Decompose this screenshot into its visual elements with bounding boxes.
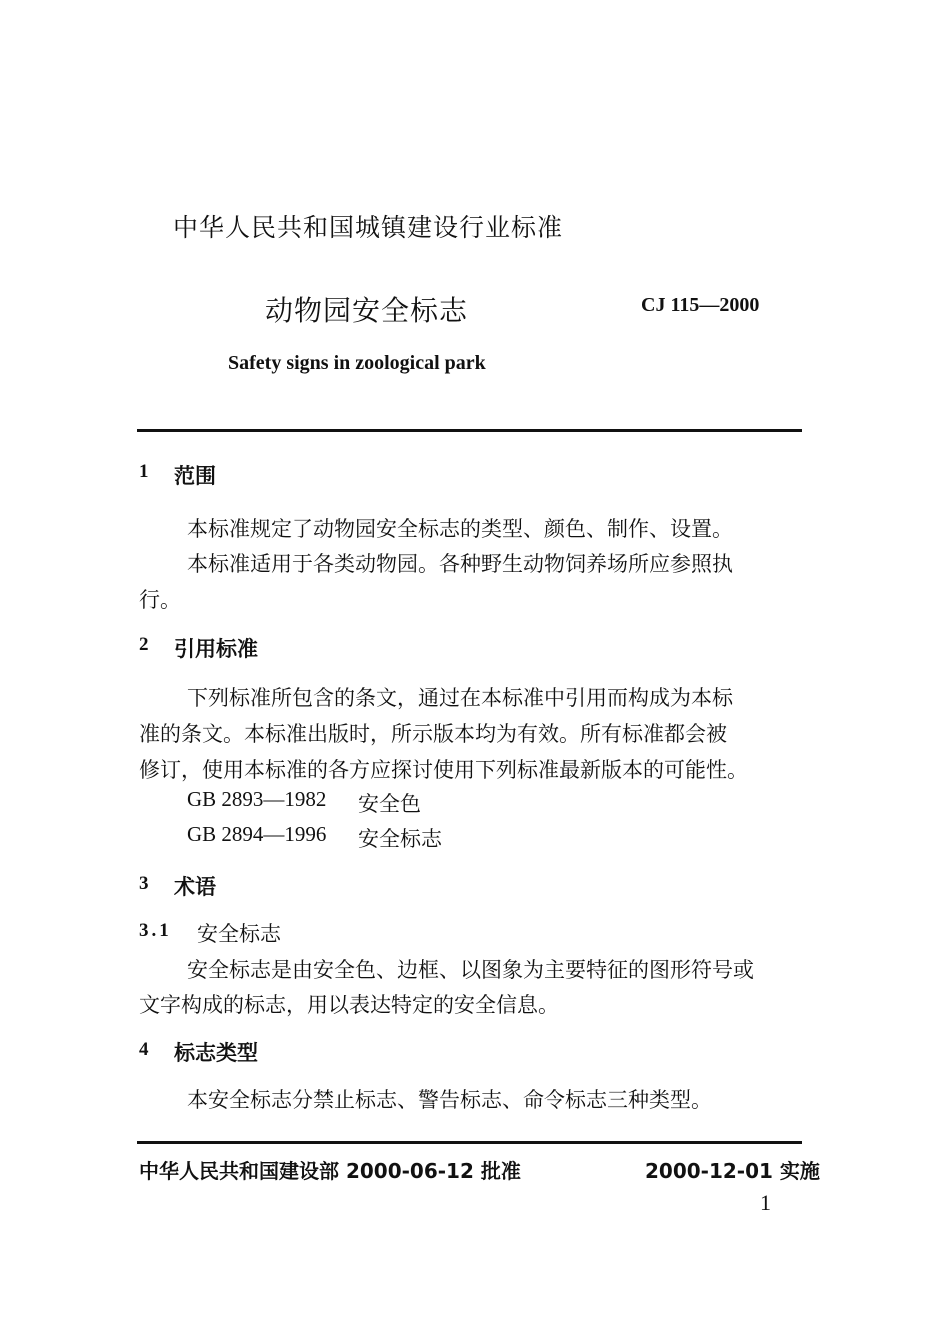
section-2-paragraph-line-2: 准的条文。本标准出版时，所示版本均为有效。所有标准都会被 — [139, 722, 727, 746]
bottom-divider — [137, 1141, 802, 1144]
section-4-number: 4 — [139, 1039, 149, 1060]
section-3-paragraph-line-2: 文字构成的标志，用以表达特定的安全信息。 — [139, 993, 559, 1017]
reference-name: 安全标志 — [358, 827, 442, 851]
section-4-paragraph: 本安全标志分禁止标志、警告标志、命令标志三种类型。 — [187, 1088, 712, 1112]
reference-code: GB 2893—1982 — [187, 787, 327, 811]
document-title: 动物园安全标志 — [265, 294, 469, 327]
subsection-3-1-title: 安全标志 — [197, 922, 281, 946]
subsection-3-1-number: 3.1 — [139, 920, 172, 941]
reference-name: 安全色 — [358, 792, 421, 816]
section-3-paragraph-line-1: 安全标志是由安全色、边框、以图象为主要特征的图形符号或 — [187, 958, 754, 982]
section-3-number: 3 — [139, 873, 149, 894]
section-1-paragraph-2-line-2: 行。 — [139, 588, 181, 612]
section-2-paragraph-line-1: 下列标准所包含的条文，通过在本标准中引用而构成为本标 — [187, 686, 733, 710]
implementation-date: 2000-12-01 实施 — [645, 1159, 820, 1183]
standard-code: CJ 115—2000 — [641, 294, 760, 316]
english-title: Safety signs in zoological park — [228, 352, 486, 374]
section-1-title: 范围 — [174, 464, 216, 488]
section-2-paragraph-line-3: 修订，使用本标准的各方应探讨使用下列标准最新版本的可能性。 — [139, 758, 748, 782]
section-3-title: 术语 — [174, 875, 216, 899]
page-number: 1 — [760, 1190, 771, 1215]
section-1-paragraph-1: 本标准规定了动物园安全标志的类型、颜色、制作、设置。 — [187, 517, 733, 541]
issuing-body: 中华人民共和国城镇建设行业标准 — [173, 213, 564, 242]
section-4-title: 标志类型 — [174, 1041, 258, 1065]
section-1-number: 1 — [139, 461, 149, 482]
section-1-paragraph-2-line-1: 本标准适用于各类动物园。各种野生动物饲养场所应参照执 — [187, 552, 733, 576]
approval-statement: 中华人民共和国建设部 2000-06-12 批准 — [139, 1159, 521, 1183]
section-2-number: 2 — [139, 634, 149, 655]
reference-code: GB 2894—1996 — [187, 822, 327, 846]
section-2-title: 引用标准 — [174, 637, 258, 661]
top-divider — [137, 429, 802, 432]
